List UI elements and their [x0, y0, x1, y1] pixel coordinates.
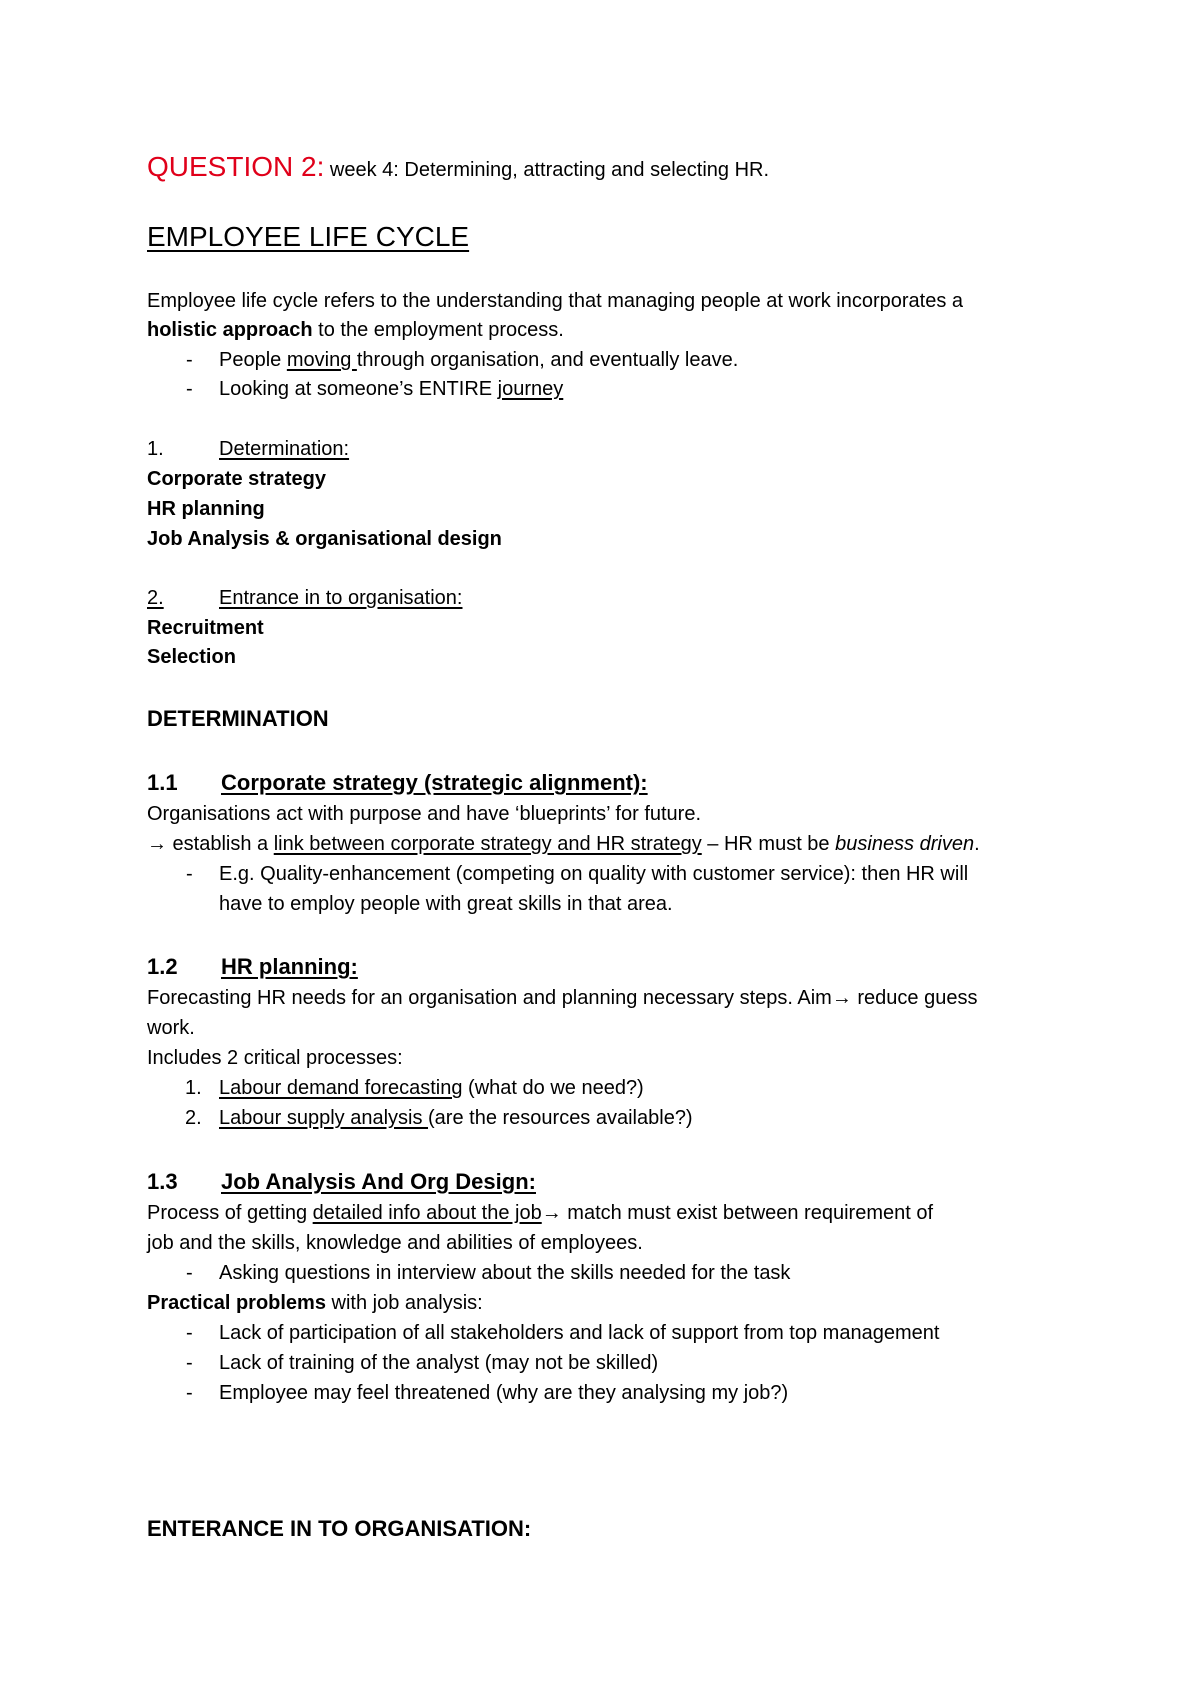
problem-text: Employee may feel threatened (why are they analysing my job?)	[219, 1382, 789, 1404]
stage-2-item: Recruitment	[147, 617, 264, 639]
stage-2-title: Entrance in to organisation:	[219, 587, 463, 609]
section-1-2-p1-post: reduce guess	[851, 987, 978, 1009]
stage-2-number: 2.	[147, 587, 164, 609]
bullet-dash: -	[186, 1262, 193, 1284]
bullet-dash: -	[186, 1382, 193, 1404]
problem-item	[147, 1318, 1097, 1348]
section-1-2-p1-line-2: work.	[147, 1017, 195, 1039]
intro-bullet-2-text	[219, 374, 563, 404]
bullet-dash: -	[186, 378, 193, 400]
question-title	[147, 149, 769, 188]
practical-problems-bold: Practical problems	[147, 1292, 326, 1314]
section-1-2-list-text	[219, 1073, 644, 1103]
arrow-icon: →	[541, 1202, 562, 1224]
intro-bullet-2-pre: Looking at someone’s ENTIRE	[219, 378, 498, 400]
stage-1-item: HR planning	[147, 498, 265, 520]
section-1-1-bullet	[147, 859, 1097, 919]
section-1-3-p1	[147, 1198, 933, 1228]
section-1-2-heading	[147, 952, 358, 982]
section-1-3-title: Job Analysis And Org Design:	[221, 1169, 536, 1194]
question-subtitle: week 4: Determining, attracting and selecting HR.	[324, 159, 770, 181]
section-1-1-p2	[147, 829, 980, 859]
section-1-1-p2-mid: – HR must be	[701, 833, 836, 855]
section-1-1-heading	[147, 768, 648, 798]
stage-2-item: Selection	[147, 646, 236, 668]
intro-bullet-1-underline: moving	[286, 349, 357, 371]
section-1-1-p2-pre: establish a	[167, 833, 274, 855]
stage-1-title: Determination:	[219, 438, 350, 460]
list-item-rest: (are the resources available?)	[428, 1107, 693, 1129]
list-item-underline: Labour supply analysis	[219, 1107, 429, 1129]
list-item-rest: (what do we need?)	[462, 1077, 644, 1099]
section-1-1-bullet-line-2: have to employ people with great skills in that area.	[219, 893, 673, 915]
section-1-2-list-text	[219, 1103, 693, 1133]
page-heading: EMPLOYEE LIFE CYCLE	[147, 221, 470, 252]
intro-bullet-1	[147, 345, 1047, 375]
section-1-2-title: HR planning:	[221, 954, 358, 979]
section-1-2-p1	[147, 983, 977, 1013]
section-1-1-p2-end: .	[974, 833, 980, 855]
intro-line-2	[147, 315, 564, 345]
intro-bullet-1-post: through organisation, and eventually leave.	[356, 349, 739, 371]
section-1-1-p2-underline: link between corporate strategy and HR strategy	[273, 833, 702, 855]
list-item-underline: Labour demand forecasting	[219, 1077, 463, 1099]
section-1-2-p2: Includes 2 critical processes:	[147, 1047, 403, 1069]
arrow-icon: →	[147, 833, 167, 855]
practical-problems-line	[147, 1288, 483, 1318]
section-1-1-p2-italic: business driven	[835, 833, 975, 855]
section-1-3-p1-line-2: job and the skills, knowledge and abilities of employees.	[147, 1232, 643, 1254]
problem-item	[147, 1348, 1047, 1378]
section-1-1-number: 1.1	[147, 770, 178, 795]
stage-1-item: Job Analysis & organisational design	[147, 528, 502, 550]
entrance-heading: ENTERANCE IN TO ORGANISATION:	[147, 1516, 532, 1541]
practical-problems-rest: with job analysis:	[325, 1292, 483, 1314]
intro-bullet-1-text	[219, 345, 738, 375]
bullet-dash: -	[186, 1322, 193, 1344]
problem-text: Lack of training of the analyst (may not be skilled)	[219, 1352, 659, 1374]
section-1-1-title: Corporate strategy (strategic alignment):	[221, 770, 648, 795]
bullet-dash: -	[186, 863, 193, 885]
stage-1-item: Corporate strategy	[147, 468, 326, 490]
question-label: QUESTION 2:	[147, 151, 325, 182]
section-1-3-p1-pre: Process of getting	[147, 1202, 313, 1224]
section-1-2-list-item	[147, 1103, 1047, 1133]
section-1-3-p1-underline: detailed info about the job	[312, 1202, 542, 1224]
intro-bold: holistic approach	[147, 319, 313, 341]
intro-bullet-2	[147, 374, 1047, 404]
determination-heading: DETERMINATION	[147, 706, 329, 731]
list-number: 2.	[185, 1107, 202, 1129]
section-1-1-bullet-line-1: E.g. Quality-enhancement (competing on quality with customer service): then HR will	[219, 863, 969, 885]
section-1-1-p1: Organisations act with purpose and have ‘blueprints’ for future.	[147, 803, 702, 825]
section-1-2-p1-pre: Forecasting HR needs for an organisation and planning necessary steps. Aim	[147, 987, 832, 1009]
problem-text: Lack of participation of all stakeholders and lack of support from top management	[219, 1322, 940, 1344]
bullet-dash: -	[186, 349, 193, 371]
list-number: 1.	[185, 1077, 202, 1099]
intro-bullet-2-underline: journey	[497, 378, 564, 400]
intro-line-2-rest: to the employment process.	[312, 319, 564, 341]
section-1-2-number: 1.2	[147, 954, 178, 979]
problem-item	[147, 1378, 1047, 1408]
intro-bullet-1-pre: People	[219, 349, 287, 371]
arrow-icon: →	[831, 987, 852, 1009]
stage-1-heading	[147, 434, 377, 464]
section-1-3-bullet-text: Asking questions in interview about the skills needed for the task	[219, 1262, 791, 1284]
section-1-3-bullet	[147, 1258, 1047, 1288]
intro-line-1: Employee life cycle refers to the understanding that managing people at work incorporates a	[147, 290, 964, 312]
section-1-3-number: 1.3	[147, 1169, 178, 1194]
stage-1-number: 1.	[147, 438, 164, 460]
section-1-3-p1-post: match must exist between requirement of	[561, 1202, 934, 1224]
section-1-2-list-item	[147, 1073, 1047, 1103]
section-1-3-heading	[147, 1167, 536, 1197]
bullet-dash: -	[186, 1352, 193, 1374]
stage-2-heading	[147, 583, 507, 613]
